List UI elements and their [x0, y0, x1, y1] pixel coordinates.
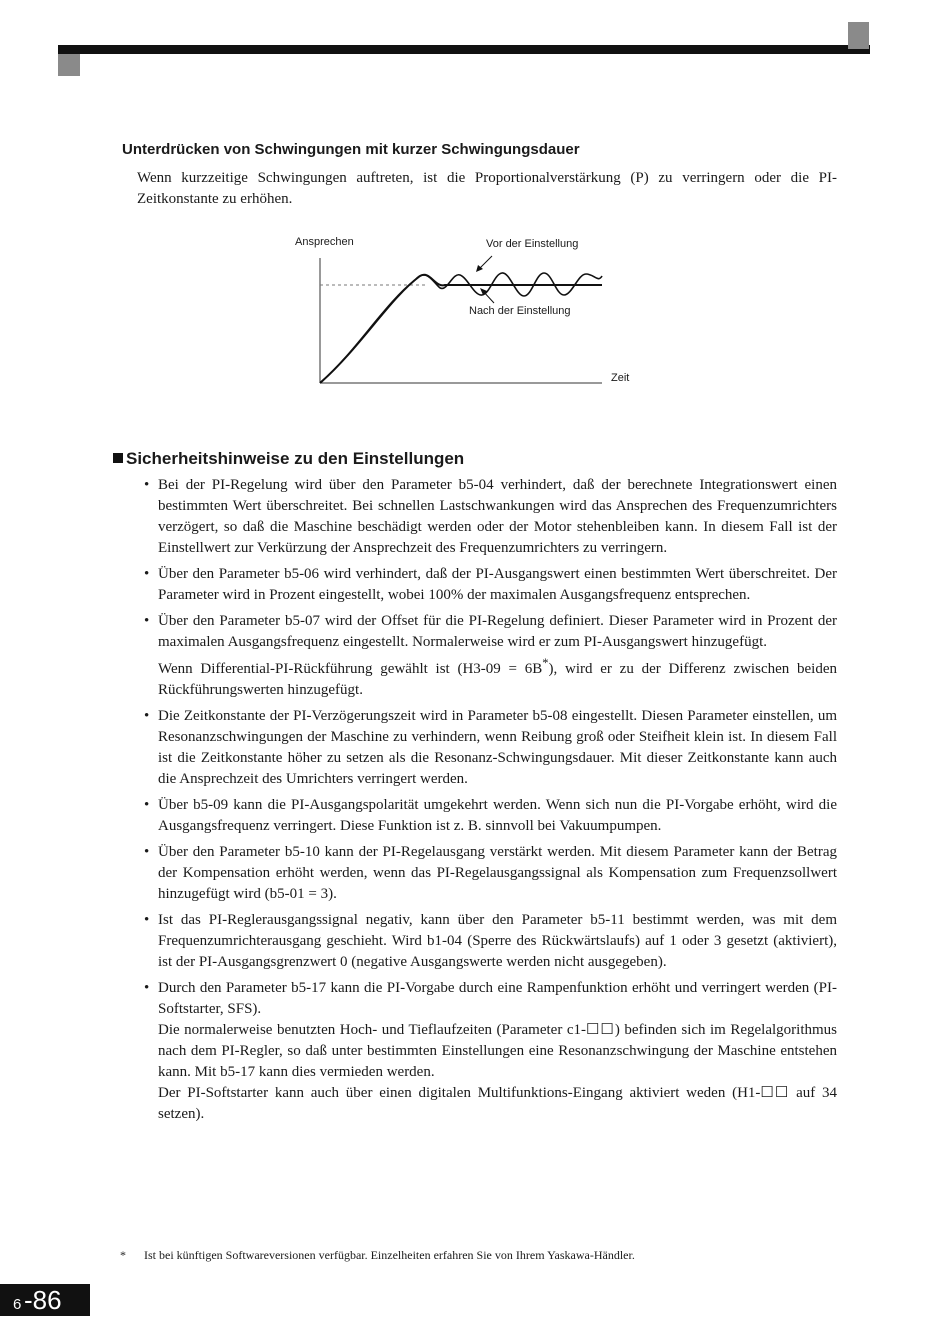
- response-figure: [280, 228, 660, 398]
- y-axis-label: Ansprechen: [295, 236, 354, 248]
- intro-paragraph: Wenn kurzzeitige Schwingungen auftreten, ist die Proportionalverstärkung (P) zu verringern oder die PI-Zeitkonstante zu erhöhen.: [137, 170, 837, 207]
- list-item: • Über den Parameter b5-06 wird verhindert, daß der PI-Ausgangswert einen bestimmten Wert überschreitet. Der Parameter wird in Prozent eingestellt, wobei 100% der maximalen Ausgangsfrequenz entsprechen.: [144, 566, 837, 603]
- footnote-reference: *: [542, 656, 549, 670]
- page-number-box: [0, 1284, 90, 1316]
- list-item: • Über b5-09 kann die PI-Ausgangspolarität umgekehrt werden. Wenn sich nun die PI-Vorgabe erhöht, wird die Ausgangsfrequenz verringert. Diese Funktion ist z. B. sinnvoll bei Vakuumpumpen.: [144, 797, 837, 834]
- list-item: • Bei der PI-Regelung wird über den Parameter b5-04 verhindert, daß der berechnete Integrationswert einen bestimmten Wert überschreitet. Bei schnellen Lastschwankungen wird das Ansprechen des Frequenzumrichters verzögert, so daß die Maschine beschädigt werden oder der Motor stehenbleiben kann. In diesem Fall ist der Einstellwert zur Verkürzung der Ansprechzeit des Frequenzumrichters zu verringern.: [144, 477, 837, 556]
- list-item: • Über den Parameter b5-07 wird der Offset für die PI-Regelung definiert. Dieser Parameter wird in Prozent der maximalen Ausgangsfrequenz eingestellt. Normalerweise wird er zum PI-Ausgangswert hinzugefügt. Wenn Differential-PI-Rückführung gewählt ist (H3-09 = 6B*), wird er zu der Differenz zwischen beiden Rückführungswerten hinzugefügt.: [144, 613, 837, 698]
- placeholder-boxes: ☐☐: [760, 1085, 790, 1101]
- curve-before-adjustment: [320, 273, 602, 383]
- after-adjustment-label: Nach der Einstellung: [469, 305, 571, 317]
- list-item: • Durch den Parameter b5-17 kann die PI-Vorgabe durch eine Rampenfunktion erhöht und verringert werden (PI-Softstarter, SFS). Die normalerweise benutzten Hoch- und Tieflaufzeiten (Parameter c1-☐☐) befinden sich im Regelalgorithmus nach dem PI-Regler, so daß unter bestimmten Einstellungen eine Resonanzschwingung der Maschine entstehen kann. Mit b5-17 kann dies vermieden werden. Der PI-Softstarter kann auch über einen digitalen Multifunktions-Eingang aktiviert weden (H1-☐☐ auf 34 setzen).: [144, 980, 837, 1122]
- list-item: • Die Zeitkonstante der PI-Verzögerungszeit wird in Parameter b5-08 eingestellt. Diesen Parameter einstellen, um Resonanzschwingungen der Maschine zu verhindern, wenn Reibung groß oder Steifheit klein ist. In diesem Fall ist die Zeitkonstante höher zu setzen als die Resonanz-Schwingungsdauer. Mit dieser Zeitkonstante kann auch die Ansprechzeit des Umrichters verringert werden.: [144, 708, 837, 787]
- bullet-list: [144, 475, 837, 1130]
- header-tab-marker-left: [58, 54, 80, 76]
- page-number: -86: [24, 1285, 62, 1315]
- heading-square-icon: [113, 453, 123, 463]
- section-heading: Sicherheitshinweise zu den Einstellungen: [113, 449, 464, 469]
- x-axis-label: Zeit: [611, 372, 630, 384]
- subsection-heading: Unterdrücken von Schwingungen mit kurzer Schwingungsdauer: [122, 141, 580, 158]
- header-tab-marker: [848, 22, 869, 49]
- before-adjustment-label: Vor der Einstellung: [486, 238, 579, 250]
- footnote: * Ist bei künftigen Softwareversionen verfügbar. Einzelheiten erfahren Sie von Ihrem Yaskawa-Händler.: [120, 1248, 635, 1262]
- header-rule: [58, 45, 870, 54]
- curve-after-adjustment: [320, 275, 602, 383]
- placeholder-boxes: ☐☐: [585, 1022, 615, 1038]
- chapter-number: 6: [13, 1296, 22, 1313]
- list-item: • Ist das PI-Reglerausgangssignal negativ, kann über den Parameter b5-11 bestimmt werden, was mit dem Frequenzumrichterausgang geschieht. Wird b1-04 (Sperre des Rückwärtslaufs) auf 1 oder 3 gesetzt (aktiviert), ist der PI-Ausgangsgrenzwert 0 (negative Ausgangswerte werden nicht ausgegeben).: [144, 912, 837, 970]
- list-item: • Über den Parameter b5-10 kann der PI-Regelausgang verstärkt werden. Mit diesem Parameter kann der Betrag der Kompensation erhöht werden, wenn das PI-Regelausgangssignal als Kompensation zum Frequenzsollwert hinzugefügt wird (b5-01 = 3).: [144, 844, 837, 902]
